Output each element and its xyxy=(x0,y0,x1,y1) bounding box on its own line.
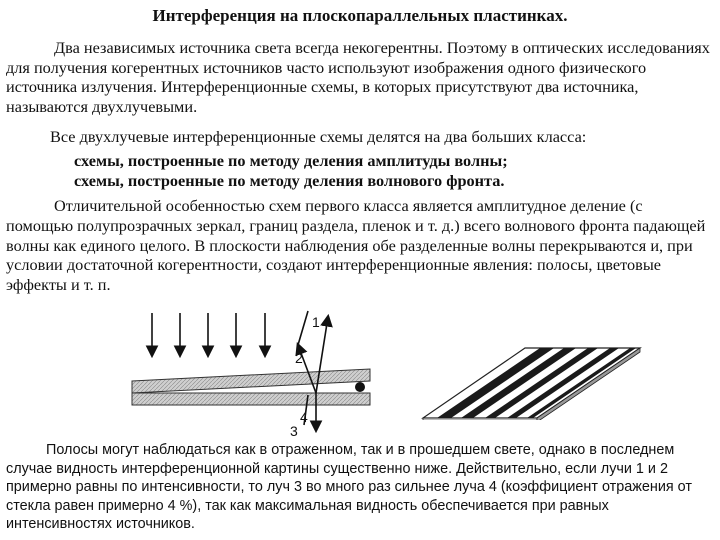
amplitude-division-paragraph: Отличительной особенностью схем первого класса является амплитудное деление (с помощью полупрозрачных зеркал, границ раздела, пленок и т. д.) всего волнового фронта падающей волны как единого целого. В плоскости наблюдения обе разделенные волны перекрываются и, при условии достаточной когерентности, создают интерференционные явления: полосы, цветовые эффекты и т. п. xyxy=(6,196,706,295)
spacer-dot xyxy=(355,382,365,392)
observation-paragraph: Полосы могут наблюдаться как в отраженном, так и в прошедшем свете, однако в последнем случае видность интерференционной картины существенно ниже. Действительно, если лучи 1 и 2 примерно равны по интенсивности, то луч 3 во много раз сильнее луча 4 (коэффициент отражения от стекла равен примерно 4 %), так как максимальная видность обеспечивается при равных интенсивностях источников. xyxy=(6,442,692,533)
lower-plate xyxy=(132,393,370,405)
incident-rays xyxy=(152,313,265,355)
ray-label-1: 1 xyxy=(312,314,320,330)
class-amplitude-division: схемы, построенные по методу деления амплитуды волны; xyxy=(74,151,508,170)
intro-paragraph: Два независимых источника света всегда некогерентны. Поэтому в оптических исследованиях для получения когерентных источников часто используют изображения одного физического источника излучения. Интерференционные схемы, в которых присутствуют два источника, называются двухлучевыми. xyxy=(6,38,710,116)
wedge-ray-diagram xyxy=(120,305,380,440)
fringe-pattern-diagram xyxy=(415,320,645,420)
ray-label-3: 3 xyxy=(290,423,298,439)
ray-label-2: 2 xyxy=(295,350,303,366)
page-title: Интерференция на плоскопараллельных пластинках. xyxy=(152,6,568,25)
classes-paragraph: Все двухлучевые интерференционные схемы делятся на два больших класса: xyxy=(50,127,587,146)
upper-plate xyxy=(132,369,370,393)
class-wavefront-division: схемы, построенные по методу деления волнового фронта. xyxy=(74,171,505,190)
ray-label-4: 4 xyxy=(300,409,308,425)
